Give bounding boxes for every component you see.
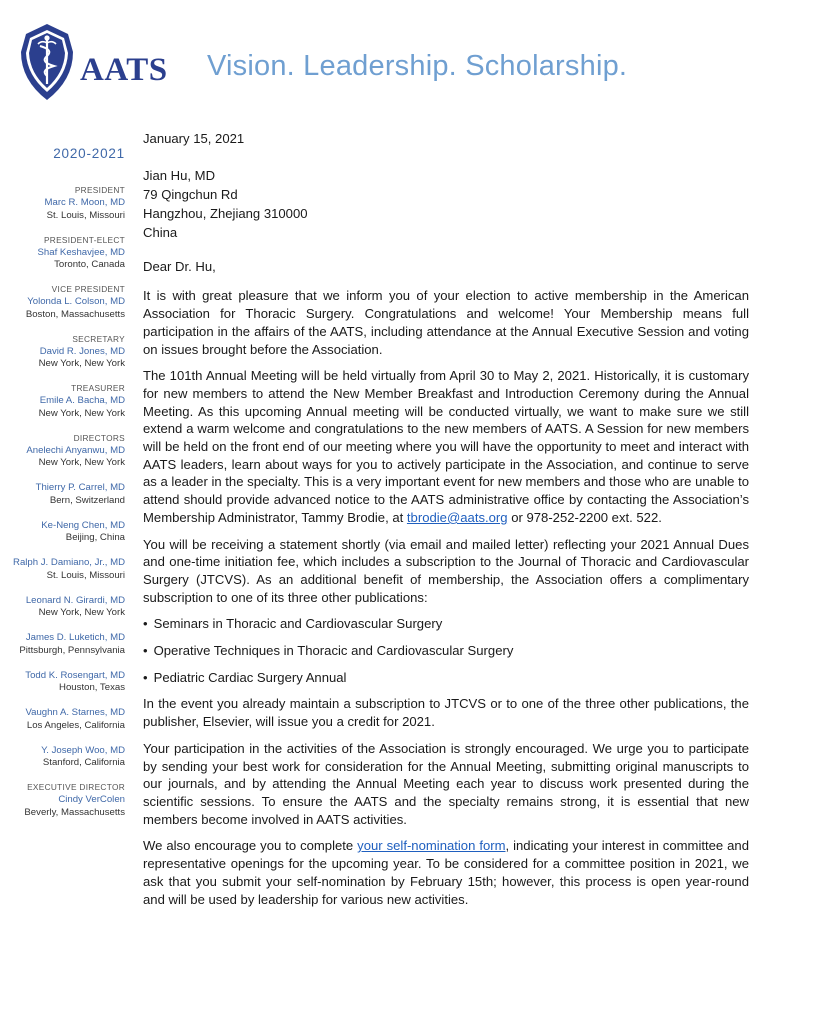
list-item: • Operative Techniques in Thoracic and Cardiovascular Surgery [143, 642, 749, 660]
publications-list [143, 615, 749, 686]
officer-location: Bern, Switzerland [49, 494, 125, 506]
officer-name: Todd K. Rosengart, MD [25, 669, 125, 681]
officer-entry [0, 670, 125, 695]
officer-location: Pittsburgh, Pennsylvania [19, 644, 125, 656]
officer-entry [0, 284, 125, 321]
officer-location: Stanford, California [42, 757, 125, 768]
officer-name: Vaughn A. Starnes, MD [25, 707, 125, 718]
paragraph-text: , indicating your interest in committee and representative openings for the upcoming year. To be considered for a committee position in 2021, we ask that you submit your self-nomination by February 15th; however, this process is open year-round and will be used by leadership for various new activities. [143, 838, 749, 907]
officer-location: Los Angeles, California [26, 719, 125, 731]
officer-location: New York, New York [38, 607, 125, 618]
officer-entry [0, 520, 125, 545]
officer-name: Cindy VerColen [58, 794, 125, 805]
officer-name: James D. Luketich, MD [25, 632, 125, 643]
address-line: China [143, 224, 178, 240]
officer-name: Anelechi Anyanwu, MD [26, 444, 125, 456]
tagline: Vision. Leadership. Scholarship. [207, 50, 628, 82]
paragraph-text: or 978-252-2200 ext. 522. [507, 509, 662, 525]
officer-name: Y. Joseph Woo, MD [41, 744, 125, 756]
officer-entry [0, 557, 125, 582]
paragraph-text: We also encourage you to complete [143, 838, 358, 854]
paragraph-self-nomination [143, 837, 749, 908]
salutation: Dear Dr. Hu, [143, 258, 216, 274]
list-item: • Seminars in Thoracic and Cardiovascular Surgery [143, 615, 749, 633]
paragraph-annual-meeting [143, 367, 749, 526]
officer-entry [0, 235, 125, 272]
officers-sidebar [0, 146, 125, 832]
officer-name: Ke-Neng Chen, MD [41, 519, 125, 531]
officer-entry [0, 383, 125, 420]
officer-name: Emile A. Bacha, MD [39, 395, 125, 406]
officer-name: Marc R. Moon, MD [44, 197, 125, 208]
officer-location: Toronto, Canada [54, 259, 125, 270]
self-nomination-link[interactable]: your self-nomination form [357, 838, 506, 854]
officer-role: EXECUTIVE DIRECTOR [27, 782, 125, 792]
officer-entry [0, 595, 125, 620]
address-line: Jian Hu, MD [143, 167, 216, 183]
officer-location: Beverly, Massachusetts [24, 806, 125, 818]
officer-location: St. Louis, Missouri [46, 569, 125, 581]
caduceus-shield-icon [18, 22, 76, 102]
officer-location: New York, New York [38, 358, 125, 369]
officer-name: Thierry P. Carrel, MD [35, 482, 125, 493]
term-year: 2020-2021 [53, 146, 125, 161]
officer-location: St. Louis, Missouri [46, 209, 125, 221]
officer-location: Boston, Massachusetts [25, 308, 125, 320]
officer-entry [0, 334, 125, 371]
letter-body [143, 130, 749, 917]
officer-role: SECRETARY [72, 333, 125, 344]
recipient-address [143, 166, 749, 242]
paragraph-dues: You will be receiving a statement shortly (via email and mailed letter) reflecting your 2021 Annual Dues and one-time initiation fee, which includes a subscription to the Journal of Thoracic and Cardiovascular Surgery (JTCVS). As an additional benefit of membership, the Association offers a complimentary subscription to one of its three other publications: [143, 536, 749, 605]
officer-name: Ralph J. Damiano, Jr., MD [13, 557, 125, 568]
officer-name: Leonard N. Girardi, MD [25, 594, 125, 606]
officer-entry [0, 185, 125, 222]
officer-entry [0, 707, 125, 732]
officer-location: Houston, Texas [59, 682, 125, 693]
officer-location: Beijing, China [65, 532, 125, 543]
letter-date: January 15, 2021 [143, 131, 245, 146]
officer-entry [0, 632, 125, 657]
officer-role: VICE PRESIDENT [51, 284, 125, 294]
officer-role: PRESIDENT-ELECT [43, 234, 125, 245]
paragraph-election: It is with great pleasure that we inform you of your election to active membership in the American Association for Thoracic Surgery. Congratulations and welcome! Your Membership means full participation in the affairs of the AATS, including attendance at the Annual Executive Session and voting on issues brought before the Association. [143, 288, 749, 357]
officer-entry [0, 482, 125, 507]
officer-entry [0, 782, 125, 819]
officer-role: TREASURER [71, 383, 125, 393]
officer-entry [0, 433, 125, 470]
officer-role: DIRECTORS [73, 432, 125, 443]
paragraph-text: The 101th Annual Meeting will be held virtually from April 30 to May 2, 2021. Historically, it is customary for new members to attend the New Member Breakfast and Introduction Ceremony during the Annual Meeting. As this upcoming Annual meeting will be conducted virtually, we want to make sure we still extend a warm welcome and congratulations to the new members of AATS. A Session for new members will be held on the front end of our meeting where you will have the opportunity to meet and interact with AATS leaders, learn about ways for you to actively participate in the Association, and continue to serve as a leader in the specialty. This is a very important event for new members and those who are unable to attend should provide advanced notice to the AATS administrative office by contacting the Association’s Membership Administrator, Tammy Brodie, at [143, 368, 749, 525]
officer-name: Shaf Keshavjee, MD [37, 246, 125, 258]
officer-name: Yolonda L. Colson, MD [27, 296, 125, 307]
address-line: Hangzhou, Zhejiang 310000 [143, 205, 308, 221]
list-item: • Pediatric Cardiac Surgery Annual [143, 669, 749, 687]
org-name: AATS [80, 52, 168, 88]
officer-entry [0, 745, 125, 770]
officer-name: David R. Jones, MD [39, 345, 125, 357]
paragraph-subscription-credit: In the event you already maintain a subscription to JTCVS or to one of the three other publications, the publisher, Elsevier, will issue you a credit for 2021. [143, 696, 749, 730]
officer-location: New York, New York [38, 457, 125, 468]
paragraph-participation: Your participation in the activities of the Association is strongly encouraged. We urge you to participate by sending your best work for consideration for the Annual Meeting, submitting original manuscripts to our journals, and by attending the Annual Meeting each year to discuss work presented during the scientific sessions. To ensure the AATS and the specialty remains strong, it is essential that new members become involved in AATS activities. [143, 740, 749, 827]
address-line: 79 Qingchun Rd [143, 186, 238, 202]
officer-role: PRESIDENT [74, 185, 125, 195]
officer-location: New York, New York [38, 407, 125, 419]
email-link[interactable]: tbrodie@aats.org [406, 509, 508, 525]
